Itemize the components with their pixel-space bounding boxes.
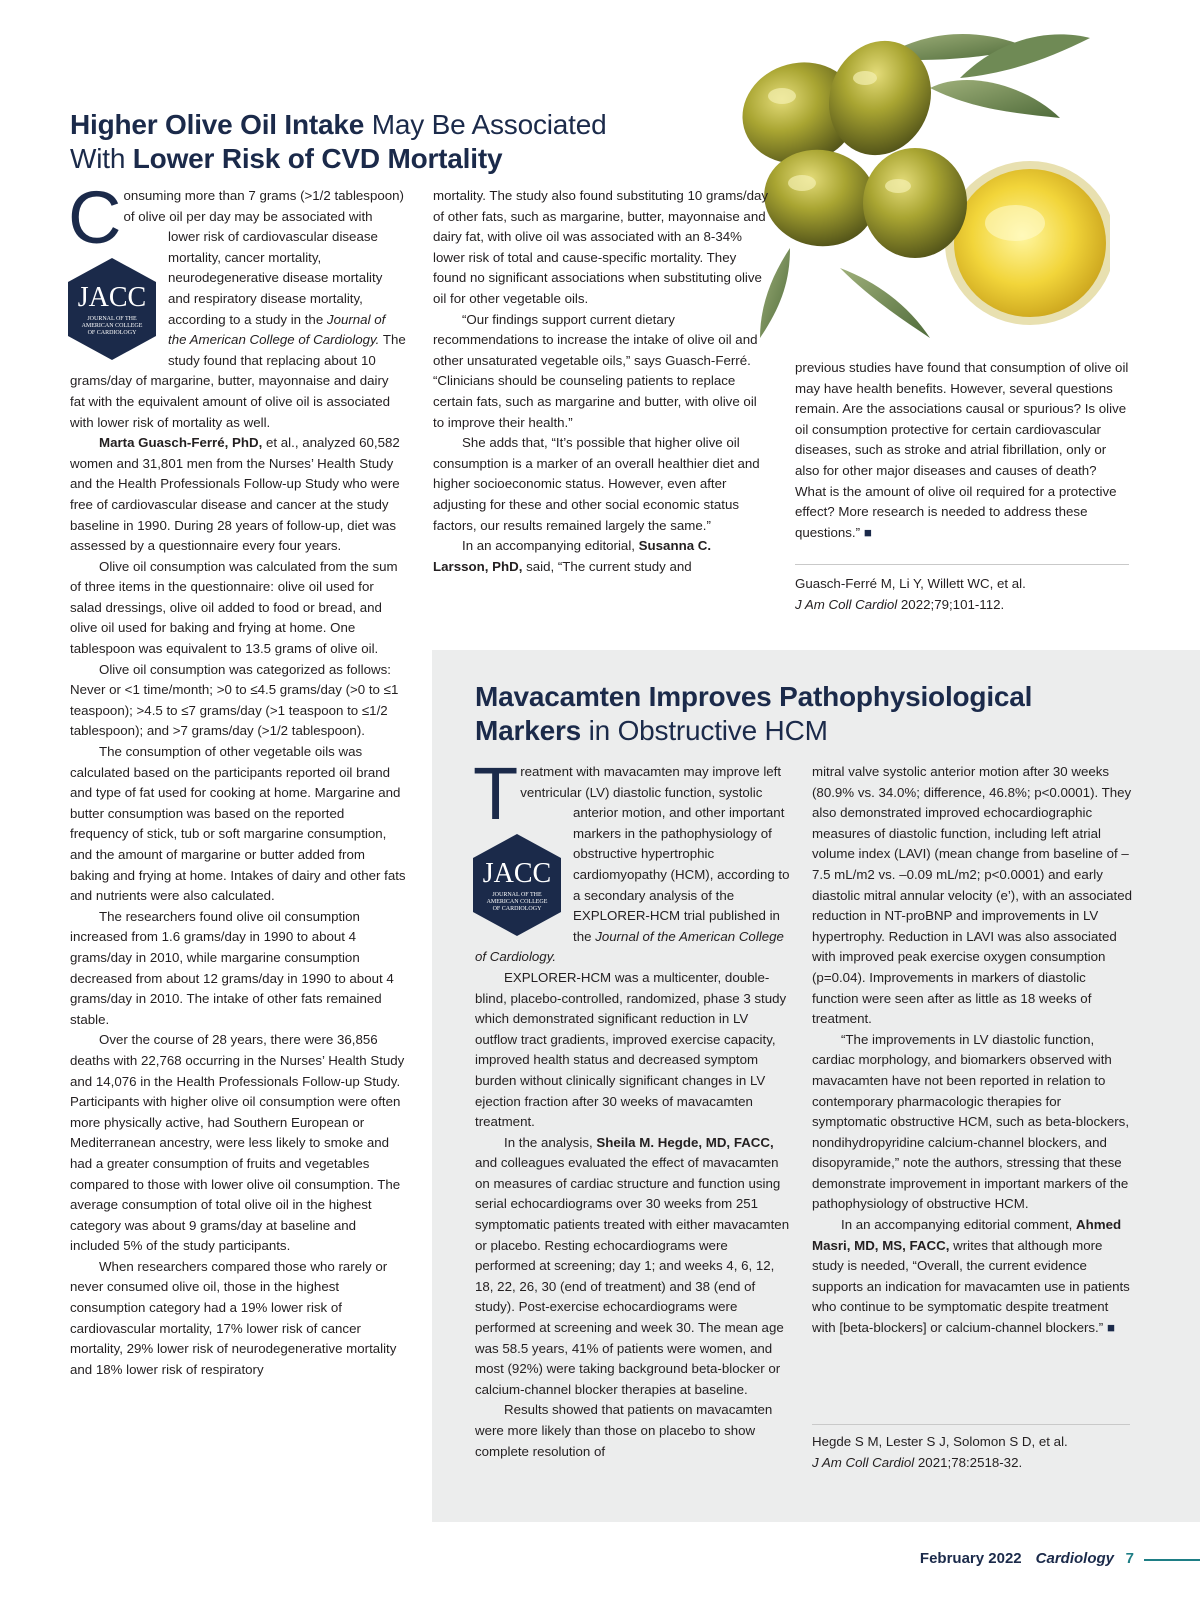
article1-ref-line-2 bbox=[795, 595, 1131, 616]
article1-headline-line2 bbox=[70, 142, 630, 176]
jacc-logo-2-sub-2: AMERICAN COLLEGE bbox=[486, 899, 548, 905]
footer-issue bbox=[920, 1550, 1114, 1567]
article1-p1-text: onsuming more than 7 grams (>1/2 tablespoon) of olive oil per day may be associated with lower risk of cardiovascular disease mortality, cancer mortality, neurodegenerative disease mortality and respiratory disease mortality, according to a study in the bbox=[123, 188, 404, 327]
article1-p2-text: et al., analyzed 60,582 women and 31,801 men from the Nurses’ Health Study and the Health Professionals Follow-up Study who were free of cardiovascular disease and cancer at the study baseline in 1990. During 28 years of follow-up, diet was assessed by a questionnaire every four years. bbox=[70, 435, 400, 554]
jacc-logo-2-sub-1: JOURNAL OF THE bbox=[492, 892, 542, 898]
article2-end-mark: ■ bbox=[1106, 1320, 1115, 1336]
article2-col2-p3-text-b: writes that although more study is needed, “Overall, the current evidence supports an indication for mavacamten use in patients who continue to be symptomatic despite treatment with [beta-blockers] or calcium-channel blockers.” bbox=[812, 1237, 1130, 1336]
article1-title-bold-1: Higher Olive Oil Intake bbox=[70, 109, 365, 140]
article2-col2-paragraph-2: “The improvements in LV diastolic function, cardiac morphology, and biomarkers observed with mavacamten have not been reported in relation to contemporary pharmacologic therapies for symptomatic obstructive HCM, such as beta-blockers, nondihydropyridine calcium-channel blockers, and disopyramide,” note the authors, stressing that these demonstrate improvement in important markers of the pathophysiology of obstructive HCM. bbox=[812, 1031, 1130, 1212]
article1-dropcap: C bbox=[68, 176, 122, 259]
article2-ref-journal: J Am Coll Cardiol bbox=[812, 1454, 915, 1470]
article1-end-mark: ■ bbox=[863, 524, 872, 540]
article2-headline-line2 bbox=[475, 714, 1155, 748]
article1-editorial-author: Susanna C. Larsson, PhD, bbox=[433, 538, 712, 574]
article2-p3-text: In the analysis, bbox=[504, 1134, 597, 1150]
article1-p1-journal: Journal of the American College of Cardiology. bbox=[168, 311, 386, 348]
article2-title-light: in Obstructive HCM bbox=[581, 715, 828, 746]
article1-col2-paragraph-2: “Our findings support current dietary recommendations to increase the intake of olive oil and other unsaturated vegetable oils,” says Guasch-Ferré. “Clinicians should be counseling patients to replace certain fats, such as margarine and butter, with olive oil to improve their health.” bbox=[433, 311, 758, 430]
page-footer bbox=[0, 1548, 1200, 1572]
article2-paragraph-4: Results showed that patients on mavacamten were more likely than those on placebo to show complete resolution of bbox=[475, 1402, 773, 1459]
article2-dropcap: T bbox=[473, 752, 519, 835]
article1-ref-citation: 2022;79;101-112. bbox=[897, 596, 1005, 612]
article2-reference-divider bbox=[812, 1424, 1130, 1425]
article1-column-3 bbox=[795, 358, 1131, 543]
page-number: 7 bbox=[1125, 1550, 1134, 1567]
jacc-logo-sub-1: JOURNAL OF THE bbox=[87, 316, 137, 322]
footer-accent-line bbox=[1144, 1559, 1200, 1561]
article1-headline bbox=[70, 108, 630, 176]
jacc-logo-sub-3: OF CARDIOLOGY bbox=[87, 330, 137, 336]
article1-paragraph-2 bbox=[70, 433, 406, 557]
jacc-logo-2-sub-3: OF CARDIOLOGY bbox=[492, 906, 542, 912]
footer-magazine: Cardiology bbox=[1035, 1550, 1114, 1567]
article1-ref-journal: J Am Coll Cardiol bbox=[795, 596, 898, 612]
article1-author-name: Marta Guasch-Ferré, PhD, bbox=[99, 435, 263, 451]
article1-paragraph-7: Over the course of 28 years, there were 36,856 deaths with 22,768 occurring in the Nurses’ Health Study and 14,076 in the Health Professionals Follow-up Study. Participants with higher olive oil consumption were often more physically active, had Southern European or Mediterranean ancestry, were less likely to smoke and had a greater consumption of fruits and vegetables compared to those with lower olive oil consumption. The average consumption of total olive oil in the highest category was about 9 grams/day at baseline and included 5% of the study participants. bbox=[70, 1032, 405, 1254]
jacc-logo-2 bbox=[467, 830, 567, 940]
jacc-logo-2-text: JACC bbox=[482, 858, 552, 889]
article2-ref-citation: 2021;78:2518-32. bbox=[914, 1454, 1023, 1470]
article2-col2-paragraph-3 bbox=[812, 1215, 1134, 1339]
article1-column-1 bbox=[68, 176, 406, 1380]
article1-ref-line-1: Guasch-Ferré M, Li Y, Willett WC, et al. bbox=[795, 576, 1026, 591]
article2-col2-paragraph-1: mitral valve systolic anterior motion after 30 weeks (80.9% vs. 34.0%; difference, 46.8%; p<0.0001). They also demonstrated improved echocardiographic measures of diastolic function, including left atrial volume index (LAVI) (mean change from baseline of –7.5 mL/m2 vs. –0.09 mL/m2; p<0.0001) and early diastolic mitral annular velocity (e’), with an associated reduction in NT-proBNP and improvements in LV hypertrophy. Reduction in LAVI was also associated with improved peak exercise oxygen consumption (p=0.04). Improvements in markers of diastolic function were seen after as little as 18 weeks of treatment. bbox=[812, 764, 1133, 1027]
article1-reference bbox=[795, 574, 1131, 615]
article1-col2-paragraph-1: mortality. The study also found substituting 10 grams/day of other fats, such as margarine, butter, mayonnaise and dairy fat, with olive oil was associated with an 8-34% lower risk of total and cause-specific mortality. They found no significant associations when substituting olive oil for other vegetable oils. bbox=[433, 188, 769, 306]
article1-paragraph-8: When researchers compared those who rarely or never consumed olive oil, those in the highest consumption category had a 19% lower risk of cardiovascular mortality, 17% lower risk of cancer mortality, 29% lower risk of neurodegenerative mortality and 18% lower risk of respiratory bbox=[70, 1258, 397, 1377]
article2-p1-journal: Journal of the American College of Cardiology. bbox=[475, 928, 784, 965]
article1-col3-text: previous studies have found that consumption of olive oil may have health benefits. However, several questions remain. Are the associations causal or spurious? Is olive oil consumption protective for certain cardiovascular diseases, such as stroke and atrial fibrillation, only or also for other major diseases and causes of death? What is the amount of olive oil required for a protective effect? More research is needed to address these questions.” bbox=[795, 360, 1129, 540]
article2-p3-text-b: and colleagues evaluated the effect of mavacamten on measures of cardiac structure and function using serial echocardiograms over 30 weeks from 251 symptomatic patients treated with either mavacamten or placebo. Resting echocardiograms were performed at screening; day 1; and weeks 4, 6, 12, 18, 22, 26, 30 (end of treatment) and 38 (end of study). Post-exercise echocardiograms were performed at screening and week 30. The mean age was 58.5 years, 41% of patients were women, and most (92%) were taking background beta-blocker or calcium-channel blocker therapies at baseline. bbox=[475, 1155, 790, 1397]
article1-col2-p4-text-b: said, “The current study and bbox=[522, 558, 692, 574]
article1-headline-line1 bbox=[70, 108, 630, 142]
article2-editorial-author: Ahmed Masri, MD, MS, FACC, bbox=[812, 1217, 1122, 1253]
article1-paragraph-5: The consumption of other vegetable oils was calculated based on the participants reported oil brand and type of fat used for cooking at home. Margarine and butter consumption was based on the reported frequency of stick, tub or soft margarine consumption, and the amount of margarine or butter added from baking and frying at home. Intakes of dairy and other fats and nutrients were also calculated. bbox=[70, 744, 406, 904]
article1-reference-divider bbox=[795, 564, 1129, 565]
article2-headline bbox=[475, 680, 1155, 748]
article1-paragraph-4: Olive oil consumption was categorized as follows: Never or <1 time/month; >0 to ≤4.5 grams/day (>0 to ≤1 teaspoon); >4.5 to ≤7 grams/day (>1 teaspoon to ≤1/2 tablespoon); and >7 grams/day (>1/2 tablespoon). bbox=[70, 661, 399, 739]
article2-p1-text: reatment with mavacamten may improve left ventricular (LV) diastolic function, systolic anterior motion, and other important markers in the pathophysiology of obstructive hypertrophic cardiomyopathy (HCM), according to a secondary analysis of the EXPLORER-HCM trial published in the bbox=[520, 764, 790, 944]
article1-title-bold-2: Lower Risk of CVD Mortality bbox=[132, 143, 503, 174]
article1-title-light-1: May Be Associated bbox=[364, 109, 607, 140]
article1-title-light-2: With bbox=[70, 143, 133, 174]
jacc-logo-sub-2: AMERICAN COLLEGE bbox=[81, 323, 143, 329]
article2-title-bold-2: Markers bbox=[475, 715, 582, 746]
article2-reference bbox=[812, 1432, 1134, 1473]
article2-paragraph-3 bbox=[475, 1133, 791, 1401]
article2-ref-line-2 bbox=[812, 1453, 1134, 1474]
article2-paragraph-2: EXPLORER-HCM was a multicenter, double-blind, placebo-controlled, randomized, phase 3 study which demonstrated significant reduction in LV outflow tract gradients, improved exercise capacity, improved health status and decreased symptom burden without clinically significant changes in LV ejection fraction after 30 weeks of mavacamten treatment. bbox=[475, 969, 787, 1130]
article2-col2-p3-text: In an accompanying editorial comment, bbox=[841, 1217, 1077, 1233]
article2-column-1 bbox=[473, 752, 791, 1462]
article2-headline-line1 bbox=[475, 680, 1155, 714]
article1-col3-paragraph-1 bbox=[795, 358, 1131, 543]
jacc-logo bbox=[62, 254, 162, 364]
jacc-logo-text: JACC bbox=[77, 282, 147, 313]
article2-column-2 bbox=[812, 762, 1134, 1339]
article2-title-bold-1: Mavacamten Improves Pathophysiological bbox=[475, 681, 1033, 712]
article1-column-2 bbox=[433, 186, 769, 577]
article1-paragraph-3: Olive oil consumption was calculated from the sum of three items in the questionnaire: olive oil used for salad dressings, olive oil added to food or bread, and olive oil used for baking and frying at home. One tablespoon was equivalent to 13.5 grams of olive oil. bbox=[70, 558, 398, 657]
article1-col2-p4-text: In an accompanying editorial, bbox=[462, 538, 639, 554]
article1-col2-paragraph-4 bbox=[433, 536, 769, 577]
article1-p1-text-b: The study found that replacing about 10 grams/day of margarine, butter, mayonnaise and dairy fat with the equivalent amount of olive oil is associated with lower risk of mortality as well. bbox=[70, 332, 406, 430]
article2-ref-line-1: Hegde S M, Lester S J, Solomon S D, et al. bbox=[812, 1434, 1068, 1449]
olive-oil-illustration bbox=[730, 18, 1110, 348]
article1-col2-paragraph-3: She adds that, “It’s possible that higher olive oil consumption is a marker of an overall healthier diet and higher socioeconomic status. However, even after adjusting for these and other social economic status factors, our results remained largely the same.” bbox=[433, 435, 760, 533]
footer-date: February 2022 bbox=[919, 1550, 1022, 1567]
article2-author-name: Sheila M. Hegde, MD, FACC, bbox=[596, 1134, 774, 1150]
article1-paragraph-6: The researchers found olive oil consumption increased from 1.6 grams/day in 1990 to about 4 grams/day in 2010, while margarine consumption decreased from about 12 grams/day in 1990 to about 4 grams/day in 2010. The intake of other fats remained stable. bbox=[70, 908, 394, 1027]
